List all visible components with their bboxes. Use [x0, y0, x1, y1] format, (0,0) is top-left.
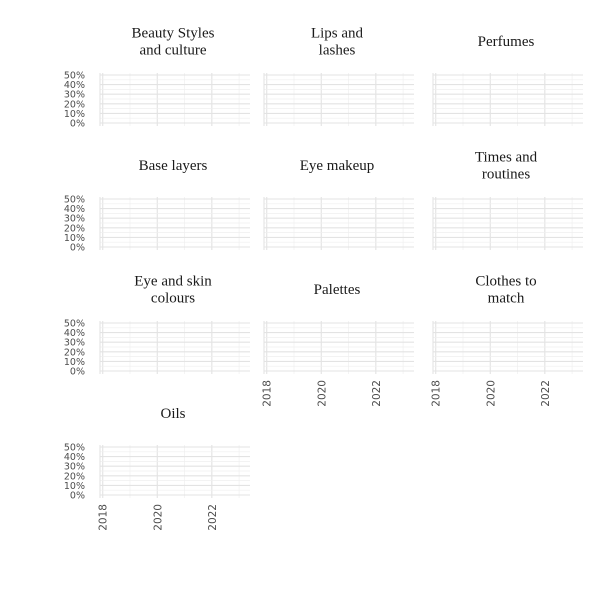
y-tick-label: 40% [63, 452, 85, 464]
panel-title: Base layers [138, 158, 208, 174]
facet-panel [262, 282, 414, 407]
y-tick-label: 40% [63, 328, 85, 340]
y-tick-label: 10% [63, 480, 85, 492]
panel-title: Eye and skin colours [134, 273, 212, 307]
y-tick-label: 30% [63, 89, 85, 101]
facet-panel [64, 158, 250, 254]
y-tick-label: 10% [63, 108, 85, 120]
facet-panel [431, 274, 583, 407]
facet-panel [264, 158, 414, 250]
y-tick-label: 20% [63, 347, 85, 359]
x-tick-label: 2022 [539, 380, 552, 407]
y-tick-label: 20% [63, 471, 85, 483]
panel-title: Beauty Styles and culture [131, 25, 215, 59]
y-tick-label: 30% [63, 461, 85, 473]
facet-panel [64, 406, 250, 531]
y-tick-label: 40% [63, 80, 85, 92]
y-tick-label: 0% [69, 490, 85, 502]
facet-panel [433, 34, 583, 126]
y-tick-label: 0% [69, 366, 85, 378]
y-tick-label: 0% [69, 242, 85, 254]
x-tick-label: 2020 [316, 380, 329, 407]
y-tick-label: 40% [63, 204, 85, 216]
panel-title: Times and routines [474, 149, 538, 183]
x-tick-label: 2018 [430, 380, 443, 407]
y-tick-label: 0% [69, 118, 85, 130]
y-tick-label: 10% [63, 232, 85, 244]
y-tick-label: 10% [63, 356, 85, 368]
panel-title: Lips and lashes [310, 25, 364, 59]
panel-title: Oils [160, 406, 186, 422]
panel-title: Perfumes [477, 34, 535, 50]
facet-panel [64, 26, 250, 130]
x-tick-label: 2022 [370, 380, 383, 407]
panel-title: Eye makeup [299, 158, 375, 174]
y-tick-label: 30% [63, 213, 85, 225]
facet-panel [433, 150, 583, 251]
y-tick-label: 50% [63, 194, 85, 206]
x-tick-label: 2020 [152, 504, 165, 531]
y-tick-label: 50% [63, 442, 85, 454]
x-tick-label: 2018 [261, 380, 274, 407]
y-tick-label: 20% [63, 223, 85, 235]
x-tick-label: 2018 [97, 504, 110, 531]
y-tick-label: 20% [63, 99, 85, 111]
x-tick-label: 2022 [206, 504, 219, 531]
y-tick-label: 50% [63, 70, 85, 82]
y-tick-label: 30% [63, 337, 85, 349]
facet-panel [64, 274, 250, 378]
facet-panel [264, 26, 414, 127]
y-tick-label: 50% [63, 318, 85, 330]
panel-title: Palettes [313, 282, 361, 298]
x-tick-label: 2020 [485, 379, 498, 407]
panel-title: Clothes to match [475, 273, 537, 307]
